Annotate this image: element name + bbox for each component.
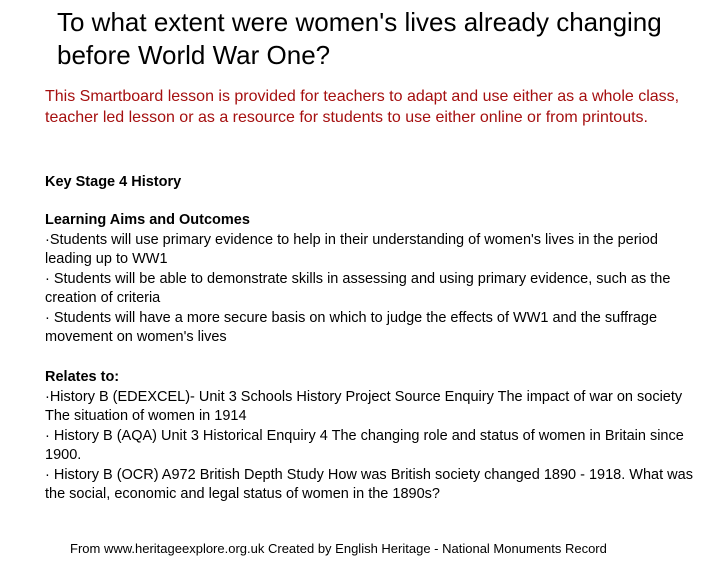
relates-item: · History B (OCR) A972 British Depth Study How was British society changed 1890 - 1918. What was the social, economic and legal status of women in the 1890s?	[45, 466, 693, 502]
relates-item: · History B (AQA) Unit 3 Historical Enquiry 4 The changing role and status of women in Britain since 1900.	[45, 427, 684, 463]
relates-section	[45, 368, 705, 505]
aims-heading: Learning Aims and Outcomes	[45, 212, 250, 228]
page-title	[57, 6, 720, 72]
aims-section	[45, 211, 705, 348]
page-title-line-2: before World War One?	[57, 40, 331, 70]
page-title-line-1: To what extent were women's lives already changing	[57, 7, 662, 37]
relates-heading: Relates to:	[45, 369, 120, 385]
aims-item: ·Students will use primary evidence to help in their understanding of women's lives in the period leading up to WW1	[45, 231, 658, 267]
relates-item: ·History B (EDEXCEL)- Unit 3 Schools History Project Source Enquiry The impact of war on society The situation of women in 1914	[45, 388, 683, 424]
key-stage-section	[45, 173, 705, 193]
key-stage-heading: Key Stage 4 History	[45, 174, 182, 190]
footer-credit: From www.heritageexplore.org.uk Created by English Heritage - National Monuments Record	[70, 541, 607, 556]
aims-item: · Students will be able to demonstrate skills in assessing and using primary evidence, such as the creation of criteria	[45, 270, 671, 306]
intro-paragraph: This Smartboard lesson is provided for teachers to adapt and use either as a whole class, teacher led lesson or as a resource for students to use either online or from printouts.	[45, 88, 680, 126]
aims-item: · Students will have a more secure basis on which to judge the effects of WW1 and the suffrage movement on women's lives	[45, 309, 658, 345]
